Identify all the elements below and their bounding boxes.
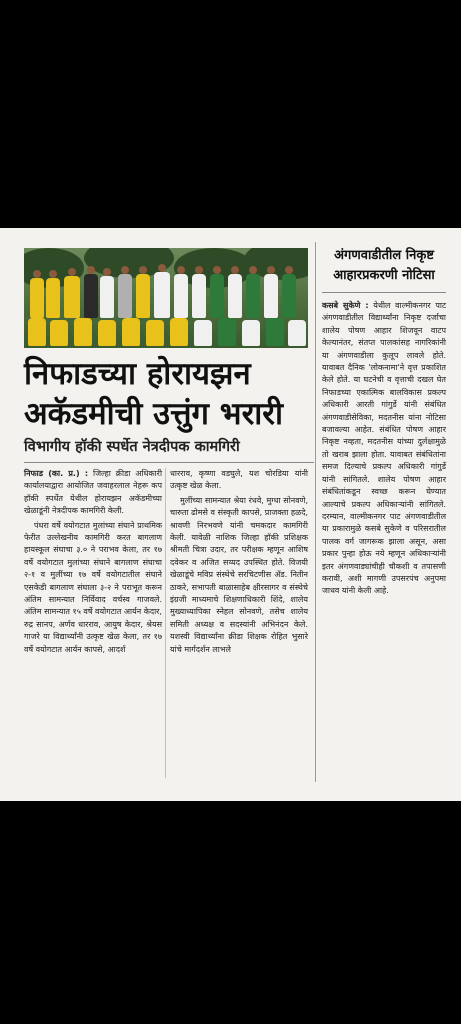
article-paragraph: धारराव, कृष्णा वडघुले, यश चोरडिया यांनी उत्कृष्ट खेळ केला. <box>170 469 308 491</box>
team-photo <box>24 248 308 348</box>
article-divider <box>315 242 316 782</box>
article-paragraph: मुलींच्या सामन्यात श्रेया रंधवे, मुग्धा सोनवणे, चारुता ढोमसे व संस्कृती कापसे, प्राजक्ता हळदे, श्रावणी निरभवणे यांनी चमकदार कामगिरी केली. यावेळी नाशिक जिल्हा हॉकी प्रशिक्षक श्रीमती चित्रा उदार, तर परीक्षक म्हणून आशिष दवेकर व अजित सय्यद उपस्थित होते. विजयी खेळाडूंचे मविप्र संस्थेचे सरचिटणीस ॲड. नितीन ठाकरे, सभापती बाळासाहेब क्षीरसागर व संस्थेचे इंग्रजी माध्यमाचे शिक्षणाधिकारी शिंदे, शालेय मुख्याध्यापिका स्नेहल सोनवणे, तसेच शालेय समिती अध्यक्ष व सदस्यांनी अभिनंदन केले. यशस्वी विद्यार्थ्यांना क्रीडा शिक्षक रोहित भुसारे यांचे मार्गदर्शन लाभले <box>170 495 308 654</box>
article-paragraph: येथील वाल्मीकनगर पाट अंगणवाडीतील विद्यार्थ्यांना निकृष्ट दर्जाचा शालेय पोषण आहार शिजवून वाटप केल्यानंतर, संतप्त पालकांसह नागरिकांनी या अंगणवाडीला कुलूप लावले होते. यावाबत दैनिक 'लोकनामा'ने वृत्त प्रकाशित केले होते. या घटनेची व वृत्ताची दखल घेत निफाडच्या एकात्मिक बालविकास प्रकल्प अधिकारी आरती गांगुर्डे यांनी संबंधित अंगणवाडीसेविका, मदतनीस यांना नोटिसा बजावल्या आहेत. संबंधित पोषण आहार निकृष्ट नव्हता, मदतनीस यांच्या दुर्लक्षामुळे तो खराब झाला होता. यावाबत संबंधितांना समज दिल्याचे प्रकल्प अधिकारी गांगुर्डे यांनी सांगितले. शालेय पोषण आहार संबंधितांकडून स्वच्छ करून घेण्यात आल्याचे प्रकल्प अधिकाऱ्यांनी सांगितले. दरम्यान, वाल्मीकनगर पाट अंगणवाडीतील या प्रकारामुळे कसबे सुकेणे व परिसरातील पालक वर्ग जागरूक झाला असून, असा प्रकार पुन्हा होऊ नये म्हणून अधिकाऱ्यांनी इतर अंगणवाड्यांचीही चौकशी व तपासणी करावी, अशी मागणी उपसरपंच अनुपमा जाधव यांनी केली आहे. <box>322 301 447 596</box>
article-paragraph: जिल्हा क्रीडा अधिकारी कार्यालयाद्वारा आयोजित जवाहरलाल नेहरू कप हॉकी स्पर्धेत येथील होरायझन अकॅडमीच्या खेळाडूंनी नेत्रदीपक कामगिरी केली. <box>24 469 163 516</box>
main-headline: निफाडच्या होरायझन अकॅडमीची उत्तुंग भरारी <box>24 356 284 432</box>
main-article-column-1 <box>24 468 162 658</box>
side-article-body <box>322 300 446 600</box>
article-paragraph: पंधरा वर्षे वयोगटात मुलांच्या संघाने प्राथमिक फेरीत उल्लेखनीय कामगिरी करत बागलाण हायस्कूल संघाचा ३.० ने पराभव केला, तर १७ वर्षे वयोगटात मुलांच्या संघाने बागलाण संघाचा २-१ व मुलींच्या १७ वर्षे वयोगटातील संघाने एसकेडी बागलाण संघाला ३-२ ने पराभूत करून अंतिम सामन्यात निर्विवाद वर्चस्व गाजवले. अंतिम सामन्यात १५ वर्षे वयोगटात आर्यन केदार, रुद्र सानप, अर्णव धारराव, आयुष केदार, श्रेयस गाजरे या विद्यार्थ्यांनी उत्कृष्ट खेळ केला, तर १७ वर्षे वयोगटात आर्यन कापसे, आदर्श <box>24 520 162 654</box>
side-dateline: कसबे सुकेणे : <box>322 301 369 310</box>
subheadline: विभागीय हॉकी स्पर्धेत नेत्रदीपक कामगिरी <box>24 436 314 463</box>
main-dateline: निफाड (का. प्र.) : <box>24 469 89 478</box>
newspaper-clipping <box>0 228 461 801</box>
column-divider <box>165 468 166 778</box>
side-headline: अंगणवाडीतील निकृष्ट आहारप्रकरणी नोटिसा <box>322 246 446 293</box>
main-article-column-2 <box>170 468 308 658</box>
